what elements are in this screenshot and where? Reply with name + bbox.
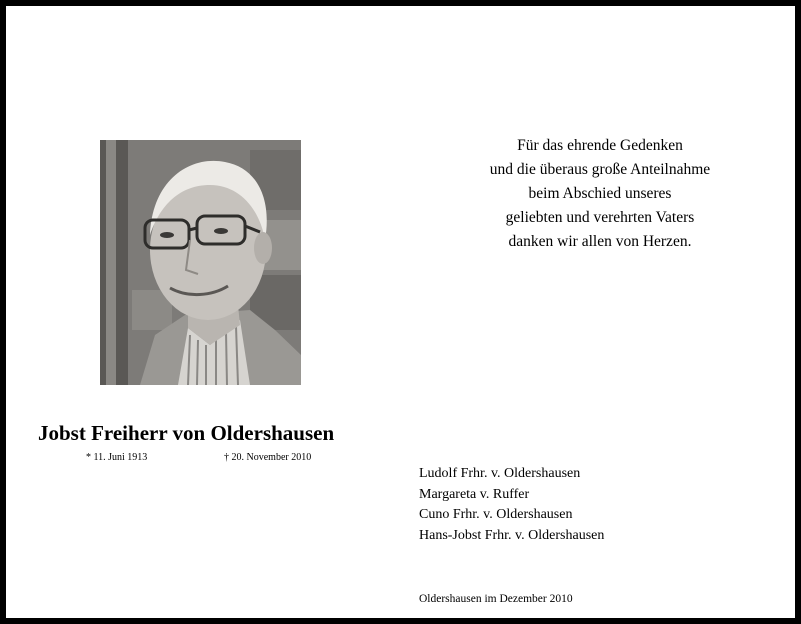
family-member: Hans-Jobst Frhr. v. Oldershausen <box>419 527 605 543</box>
family-member: Ludolf Frhr. v. Oldershausen <box>419 466 581 481</box>
portrait-photo <box>100 140 301 385</box>
birth-date: * 11. Juni 1913 <box>86 452 148 463</box>
place-and-date: Oldershausen im Dezember 2010 <box>419 593 573 605</box>
deceased-name: Jobst Freiherr von Oldershausen <box>38 421 335 445</box>
family-signatures <box>419 464 604 546</box>
thanks-line: geliebten und verehrten Vaters <box>505 209 695 226</box>
thank-you-message <box>450 134 750 254</box>
thanks-line: Für das ehrende Gedenken <box>517 137 683 154</box>
death-date: † 20. November 2010 <box>224 452 312 463</box>
thanks-line: danken wir allen von Herzen. <box>508 233 692 250</box>
family-member: Cuno Frhr. v. Oldershausen <box>419 507 573 522</box>
thanks-line: beim Abschied unseres <box>528 185 672 202</box>
family-member: Margareta v. Ruffer <box>419 486 530 502</box>
thanks-line: und die überaus große Anteilnahme <box>489 161 711 178</box>
